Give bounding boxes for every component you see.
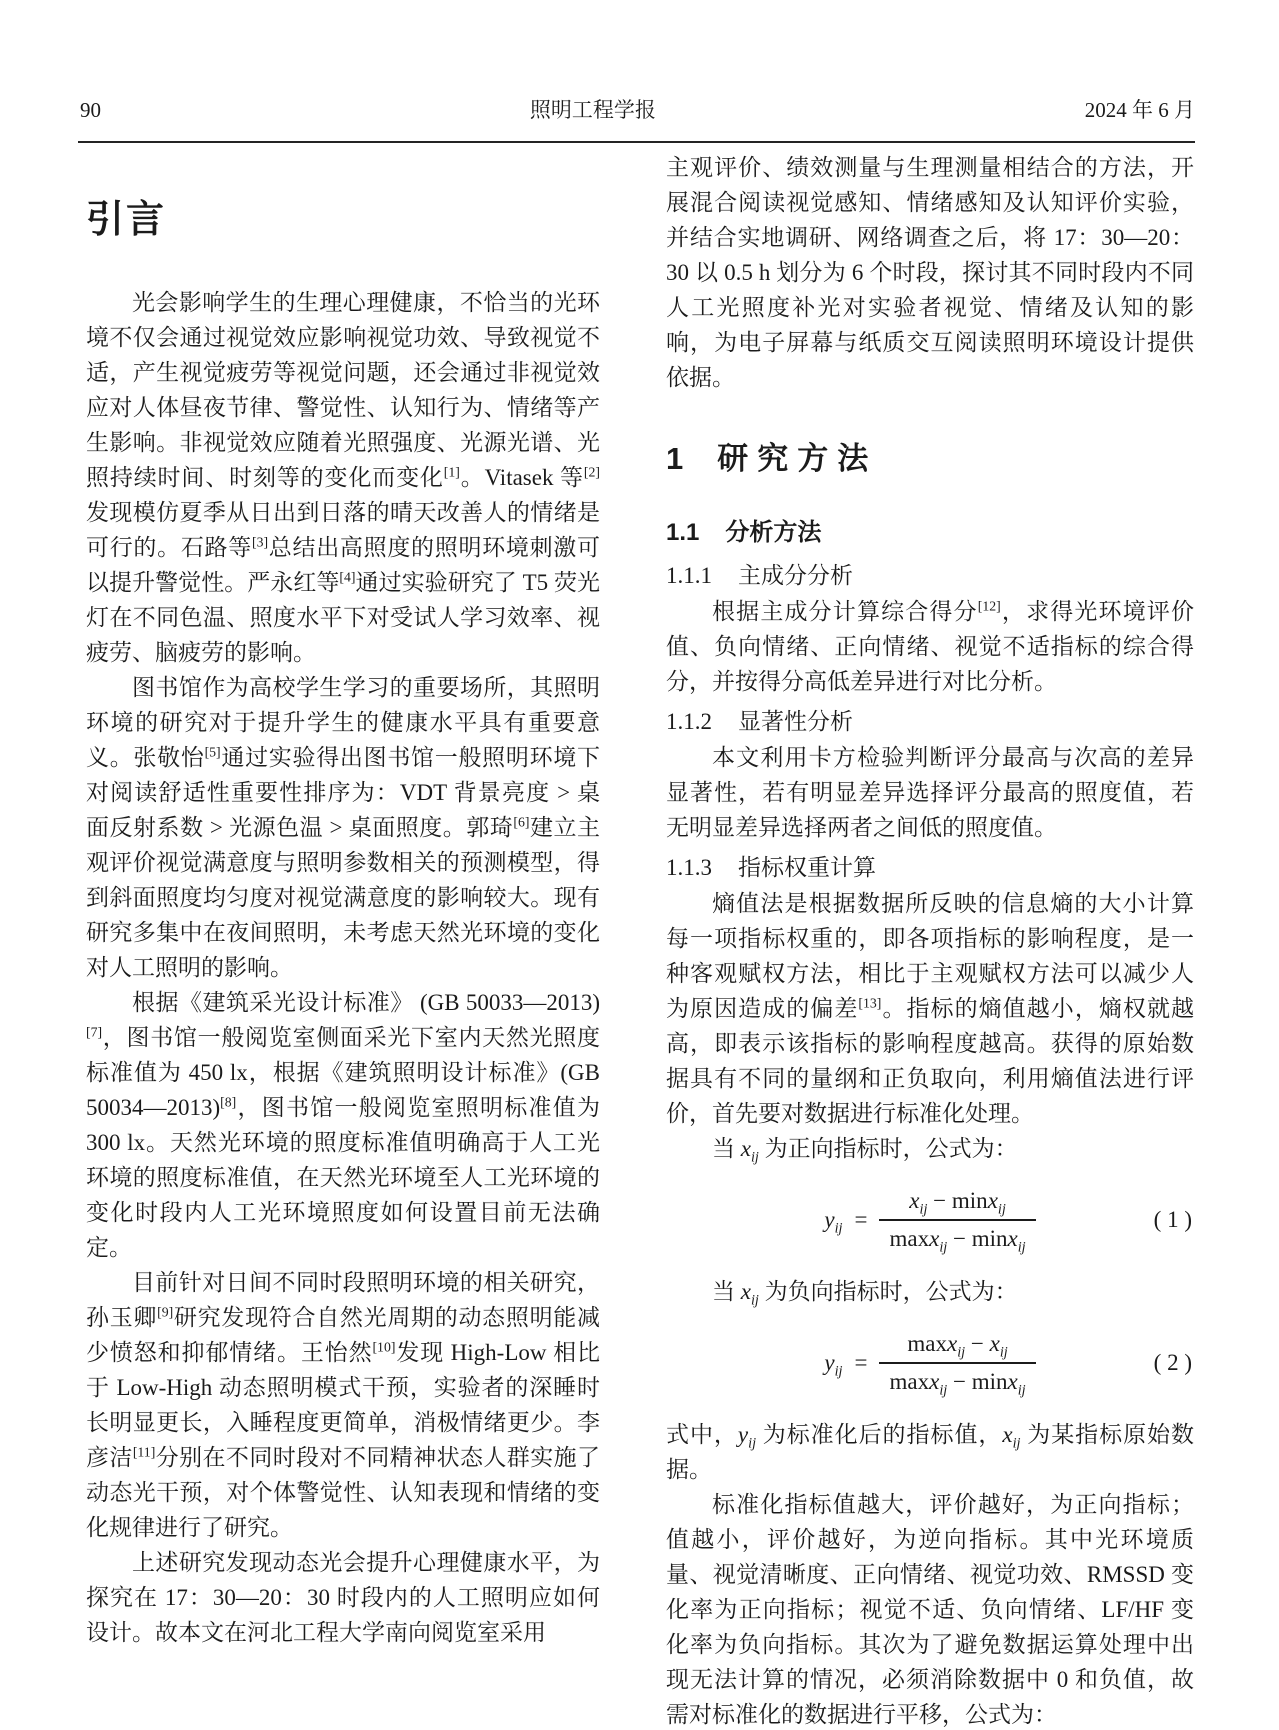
equation-note: 式中，$y_{ij}$ 为标准化后的指标值，$x_{ij}$ 为某指标原始数据。 [666, 1422, 1195, 1482]
equation-1 [666, 1176, 1194, 1264]
weight-paragraph: 熵值法是根据数据所反映的信息熵的大小计算每一项指标权重的，即各项指标的影响程度，是一种客观赋权方法，相比于主观赋权方法可以减少人为原因造成的偏差[13]。指标的熵值越小，熵权就越高，即表示该指标的影响程度越高。获得的原始数据具有不同的量纲和正负取向，利用熵值法进行评价，首先要对数据进行标准化处理。 [666, 891, 1195, 1126]
subsection-1-1-heading [666, 512, 1194, 547]
continuation-paragraph: 主观评价、绩效测量与生理测量相结合的方法，开展混合阅读视觉感知、情绪感知及认知评价实验，并结合实地调研、网络调查之后，将 17：30—20：30 以 0.5 h 划分为 6 个时段，探讨其不同时段内不同人工光照度补光对实验者视觉、情绪及认知的影响，为电子屏幕与纸质交互阅读照明环境设计提供依据。 [666, 155, 1194, 390]
subsection-1-1-3-title: 指标权重计算 [738, 855, 876, 880]
subsection-1-1-2-heading [666, 703, 1194, 736]
journal-title: 照明工程学报 [529, 98, 656, 122]
subsection-1-1-1-heading [666, 557, 1194, 590]
equation-1-numerator: $x_{ij} - \min x_{ij}$ [909, 1188, 1006, 1218]
intro-paragraph-4: 目前针对日间不同时段照明环境的相关研究，孙玉卿[9]研究发现符合自然光周期的动态照明能减少愤怒和抑郁情绪。王怡然[10]发现 High-Low 相比于 Low-High 动态照明模式干预，实验者的深睡时长明显更长，入睡程度更简单，消极情绪更少。李彦洁[11]分别在不同时段对不同精神状态人群实施了动态光干预，对个体警觉性、认知表现和情绪的变化规律进行了研究。 [86, 1270, 601, 1540]
negative-indicator-intro: 当 $x_{ij}$ 为负向指标时，公式为： [712, 1279, 1018, 1309]
subsection-1-1-1-number: 1.1.1 [666, 563, 712, 588]
equation-2-number: ( 2 ) [1153, 1350, 1192, 1375]
equation-2-lhs: $y_{ij}$ [824, 1350, 843, 1380]
equation-1-fraction [879, 1188, 1035, 1256]
equation-2-equals: = [854, 1350, 868, 1375]
right-column [666, 150, 1194, 1730]
section-1-number: 1 [666, 441, 684, 476]
pca-paragraph: 根据主成分计算综合得分[12]，求得光环境评价值、负向情绪、正向情绪、视觉不适指标的综合得分，并按得分高低差异进行对比分析。 [666, 598, 1195, 694]
page-number: 90 [80, 98, 101, 122]
equation-2-fraction [879, 1331, 1035, 1399]
equation-2-numerator: $\max x_{ij} - x_{ij}$ [907, 1331, 1008, 1361]
intro-paragraph-5: 上述研究发现动态光会提升心理健康水平，为探究在 17：30—20：30 时段内的人工照明应如何设计。故本文在河北工程大学南向阅览室采用 [86, 1550, 600, 1645]
equation-1-equals: = [854, 1207, 868, 1232]
equation-1-denominator: maxx$_{ij}$ − minx$_{ij}$ [879, 1219, 1035, 1252]
subsection-1-1-2-title: 显著性分析 [738, 709, 853, 734]
positive-indicator-intro: 当 $x_{ij}$ 为正向指标时，公式为： [712, 1136, 1018, 1166]
equation-2-denominator: maxx$_{ij}$ − minx$_{ij}$ [879, 1362, 1035, 1395]
intro-paragraph-1: 光会影响学生的生理心理健康，不恰当的光环境不仅会通过视觉效应影响视觉功效、导致视觉不适，产生视觉疲劳等视觉问题，还会通过非视觉效应对人体昼夜节律、警觉性、认知行为、情绪等产生影响。非视觉效应随着光照强度、光源光谱、光照持续时间、时刻等的变化而变化[1]。Vitasek 等[2]发现模仿夏季从日出到日落的晴天改善人的情绪是可行的。石路等[3]总结出高照度的照明环境刺激可以提升警觉性。严永红等[4]通过实验研究了 T5 荧光灯在不同色温、照度水平下对受试人学习效率、视疲劳、脑疲劳的影响。 [86, 290, 601, 665]
subsection-1-1-number: 1.1 [666, 519, 700, 546]
subsection-1-1-3-heading [666, 849, 1194, 882]
significance-paragraph: 本文利用卡方检验判断评分最高与次高的差异显著性，若有明显差异选择评分最高的照度值，若无明显差异选择两者之间低的照度值。 [666, 745, 1194, 840]
section-1-title: 研究方法 [717, 441, 878, 476]
issue-date: 2024 年 6 月 [1084, 98, 1195, 122]
introduction-heading: 引言 [86, 199, 167, 241]
subsection-1-1-1-title: 主成分分析 [738, 563, 853, 588]
intro-paragraph-3: 根据《建筑采光设计标准》 (GB 50033—2013)[7]，图书馆一般阅览室侧面采光下室内天然光照度标准值为 450 lx，根据《建筑照明设计标准》(GB 50034—2013)[8]，图书馆一般阅览室照明标准值为 300 lx。天然光环境的照度标准值明确高于人工光环境的照度标准值，在天然光环境至人工光环境的变化时段内人工光环境照度如何设置目前无法确定。 [86, 990, 600, 1260]
left-column [86, 168, 600, 1650]
subsection-1-1-2-number: 1.1.2 [666, 709, 712, 734]
section-1-heading [666, 433, 1194, 478]
equation-2 [666, 1319, 1194, 1407]
intro-paragraph-2: 图书馆作为高校学生学习的重要场所，其照明环境的研究对于提升学生的健康水平具有重要意义。张敬怡[5]通过实验得出图书馆一般照明环境下对阅读舒适性重要性排序为：VDT 背景亮度 > 桌面反射系数 > 光源色温 > 桌面照度。郭琦[6]建立主观评价视觉满意度与照明参数相关的预测模型，得到斜面照度均匀度对视觉满意度的影响较大。现有研究多集中在夜间照明，未考虑天然光环境的变化对人工照明的影响。 [86, 675, 601, 980]
equation-1-lhs: $y_{ij}$ [824, 1207, 843, 1237]
subsection-1-1-3-number: 1.1.3 [666, 855, 712, 880]
subsection-1-1-title: 分析方法 [725, 519, 822, 546]
page-header [80, 94, 1195, 124]
closing-paragraph: 标准化指标值越大，评价越好，为正向指标；值越小，评价越好，为逆向指标。其中光环境质量、视觉清晰度、正向情绪、视觉功效、RMSSD 变化率为正向指标；视觉不适、负向情绪、LF/HF 变化率为负向指标。其次为了避免数据运算处理中出现无法计算的情况，必须消除数据中 0 和负值，故需对标准化的数据进行平移，公式为： [666, 1492, 1194, 1727]
equation-1-number: ( 1 ) [1153, 1207, 1192, 1232]
header-rule [78, 141, 1195, 143]
